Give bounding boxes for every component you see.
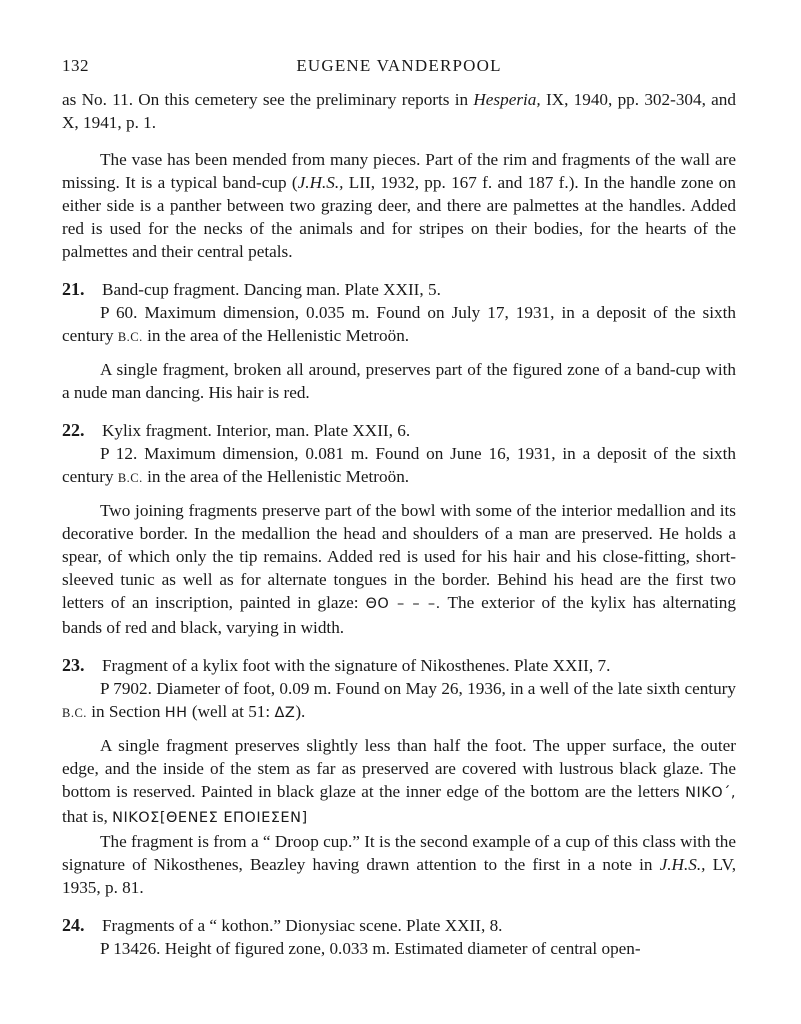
entry-23-details: P 7902. Diameter of foot, 0.09 m. Found on May 26, 1936, in a well of the late sixth century B.C. in Section HH (well at 51: ΔΖ). bbox=[62, 679, 736, 721]
entry-24-heading bbox=[62, 914, 736, 937]
inscription-text: ΘΟ – – –. bbox=[365, 596, 441, 612]
section-label: HH bbox=[164, 705, 188, 721]
entry-22-description: Two joining fragments preserve part of the bowl with some of the interior medallion and its decorative border. In the medallion the head and shoulders of a man are preserved. He holds a spear, of which only the tip remains. Added red is used for his hair and his close-fitting, short-sleeved tunic as well as for alternate tongues in the border. Behind his head are the first two letters of an inscription, painted in glaze: ΘΟ – – –. The exterior of the kylix has alternating bands of red and black, varying in width. bbox=[62, 501, 736, 637]
journal-reference: J.H.S., bbox=[297, 173, 344, 192]
entry-number: 24. bbox=[62, 915, 85, 935]
signature-reading: ΝΙΚΟΣ[ΘΕΝΕΣ ΕΠΟΙΕΣΕΝ] bbox=[112, 810, 308, 826]
entry-22-heading bbox=[62, 419, 736, 442]
entry-title: Kylix fragment. Interior, man. Plate XXII, 6. bbox=[102, 421, 411, 440]
intro-paragraph: as No. 11. On this cemetery see the preliminary reports in Hesperia, IX, 1940, pp. 302-304, and X, 1941, p. 1. bbox=[62, 90, 736, 132]
running-title: EUGENE VANDERPOOL bbox=[296, 56, 502, 75]
entry-21-description: A single fragment, broken all around, preserves part of the figured zone of a band-cup with a nude man dancing. His hair is red. bbox=[62, 360, 736, 402]
entry-24-details: P 13426. Height of figured zone, 0.033 m. Estimated diameter of central open- bbox=[100, 939, 641, 958]
running-head bbox=[62, 56, 736, 82]
entry-23-description: A single fragment preserves slightly less than half the foot. The upper surface, the outer edge, and the inside of the stem as far as preserved are covered with lustrous black glaze. The bottom is reserved. Painted in black glaze at the inner edge of the bottom are the letters ΝΙΚΟ΄, that is, ΝΙΚΟΣ[ΘΕΝΕΣ ΕΠΟΙΕΣΕΝ] bbox=[62, 736, 736, 826]
entry-21-heading bbox=[62, 278, 736, 301]
entry-21-details: P 60. Maximum dimension, 0.035 m. Found on July 17, 1931, in a deposit of the sixth century B.C. in the area of the Hellenistic Metroön. bbox=[62, 303, 736, 345]
entry-number: 23. bbox=[62, 655, 85, 675]
entry-title: Fragments of a “ kothon.” Dionysiac scene. Plate XXII, 8. bbox=[102, 916, 503, 935]
journal-title: Hesperia, bbox=[473, 90, 541, 109]
entry-23-heading bbox=[62, 654, 736, 677]
entry-title: Fragment of a kylix foot with the signature of Nikosthenes. Plate XXII, 7. bbox=[102, 656, 611, 675]
entry-number: 21. bbox=[62, 279, 85, 299]
well-label: ΔΖ bbox=[274, 705, 296, 721]
page bbox=[62, 56, 736, 960]
entry-23-note: The fragment is from a “ Droop cup.” It is the second example of a cup of this class with the signature of Nikosthenes, Beazley having drawn attention to the first in a note in J.H.S., LV, 1935, p. 81. bbox=[62, 832, 736, 897]
page-number: 132 bbox=[62, 56, 89, 75]
journal-reference: J.H.S., bbox=[659, 855, 706, 874]
entry-22-details: P 12. Maximum dimension, 0.081 m. Found on June 16, 1931, in a deposit of the sixth century B.C. in the area of the Hellenistic Metroön. bbox=[62, 444, 736, 486]
vase-paragraph: The vase has been mended from many pieces. Part of the rim and fragments of the wall are missing. It is a typical band-cup (J.H.S., LII, 1932, pp. 167 f. and 187 f.). In the handle zone on either side is a panther between two grazing deer, and there are palmettes at the handles. Added red is used for the necks of the animals and for stripes on their bodies, for the hearts of the palmettes and their central petals. bbox=[62, 150, 736, 261]
entry-number: 22. bbox=[62, 420, 85, 440]
signature-letters: ΝΙΚΟ΄, bbox=[685, 785, 736, 801]
entry-title: Band-cup fragment. Dancing man. Plate XXII, 5. bbox=[102, 280, 441, 299]
